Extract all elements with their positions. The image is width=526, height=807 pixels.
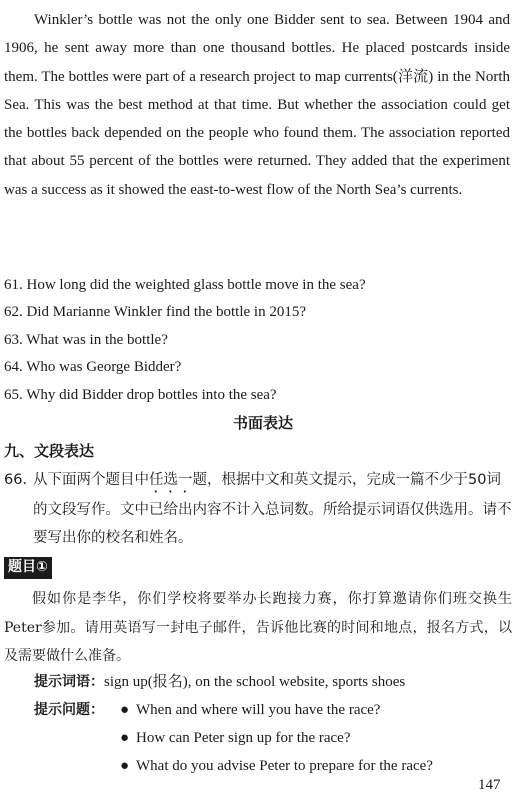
task-instructions [33,466,512,552]
task-text-after: 题，根据中文和英文提示，完成一篇不少于50词的文段写作。文中已给出内容不计入总词数。所给提示词语仅供选用。请不要写出你的校名和姓名。 [33,472,512,546]
hint-question-text: What do you advise Peter to prepare for the race? [136,758,433,774]
question-62: 62. Did Marianne Winkler find the bottle in 2015? [4,304,306,320]
task-text-before: 从下面两个题目中 [33,472,149,488]
hint-question-text: When and where will you have the race? [136,702,381,718]
question-63: 63. What was in the bottle? [4,332,168,348]
question-61: 61. How long did the weighted glass bottle move in the sea? [4,277,366,293]
passage-paragraph: Winkler’s bottle was not the only one Bidder sent to sea. Between 1904 and 1906, he sent away more than one thousand bottles. He placed postcards inside them. The bottles were part of a research project to map currents(洋流) in the North Sea. This was the best method at that time. But whether the association could get the bottles back depended on the people who found them. The association reported that about 55 percent of the bottles were returned. They added that the experiment was a success as it showed the east-to-west flow of the North Sea’s currents. [4,12,510,198]
topic-prompt-text: 假如你是李华，你们学校将要举办长跑接力赛，你打算邀请你们班交换生Peter参加。请用英语写一封电子邮件，告诉他比赛的时间和地点，报名方式，以及需要做什么准备。 [4,591,512,664]
writing-section-title: 书面表达 [232,414,293,432]
hint-questions-label-row [34,700,104,720]
bullet-icon: ● [120,758,130,774]
topic-prompt [4,585,512,671]
task-number: 66. [4,472,28,488]
hint-question-3 [120,756,433,776]
writing-task [4,466,512,552]
hint-question-2 [120,728,351,748]
hint-words-text: sign up(报名), on the school website, sports shoes [104,674,406,690]
topic-badge: 题目① [4,557,52,579]
hint-words-label: 提示词语： [34,674,104,690]
bullet-icon: ● [120,702,130,718]
question-65: 65. Why did Bidder drop bottles into the sea? [4,387,277,403]
section-heading: 九、文段表达 [4,442,95,460]
hint-question-1 [120,700,380,720]
page-number: 147 [478,777,501,793]
bullet-icon: ● [120,730,130,746]
task-text-emphasis: 任选一 [149,472,193,488]
reading-passage [4,6,510,204]
hint-question-text: How can Peter sign up for the race? [136,730,351,746]
question-64: 64. Who was George Bidder? [4,359,182,375]
hint-words [34,672,405,692]
hint-questions-label: 提示问题： [34,702,104,718]
